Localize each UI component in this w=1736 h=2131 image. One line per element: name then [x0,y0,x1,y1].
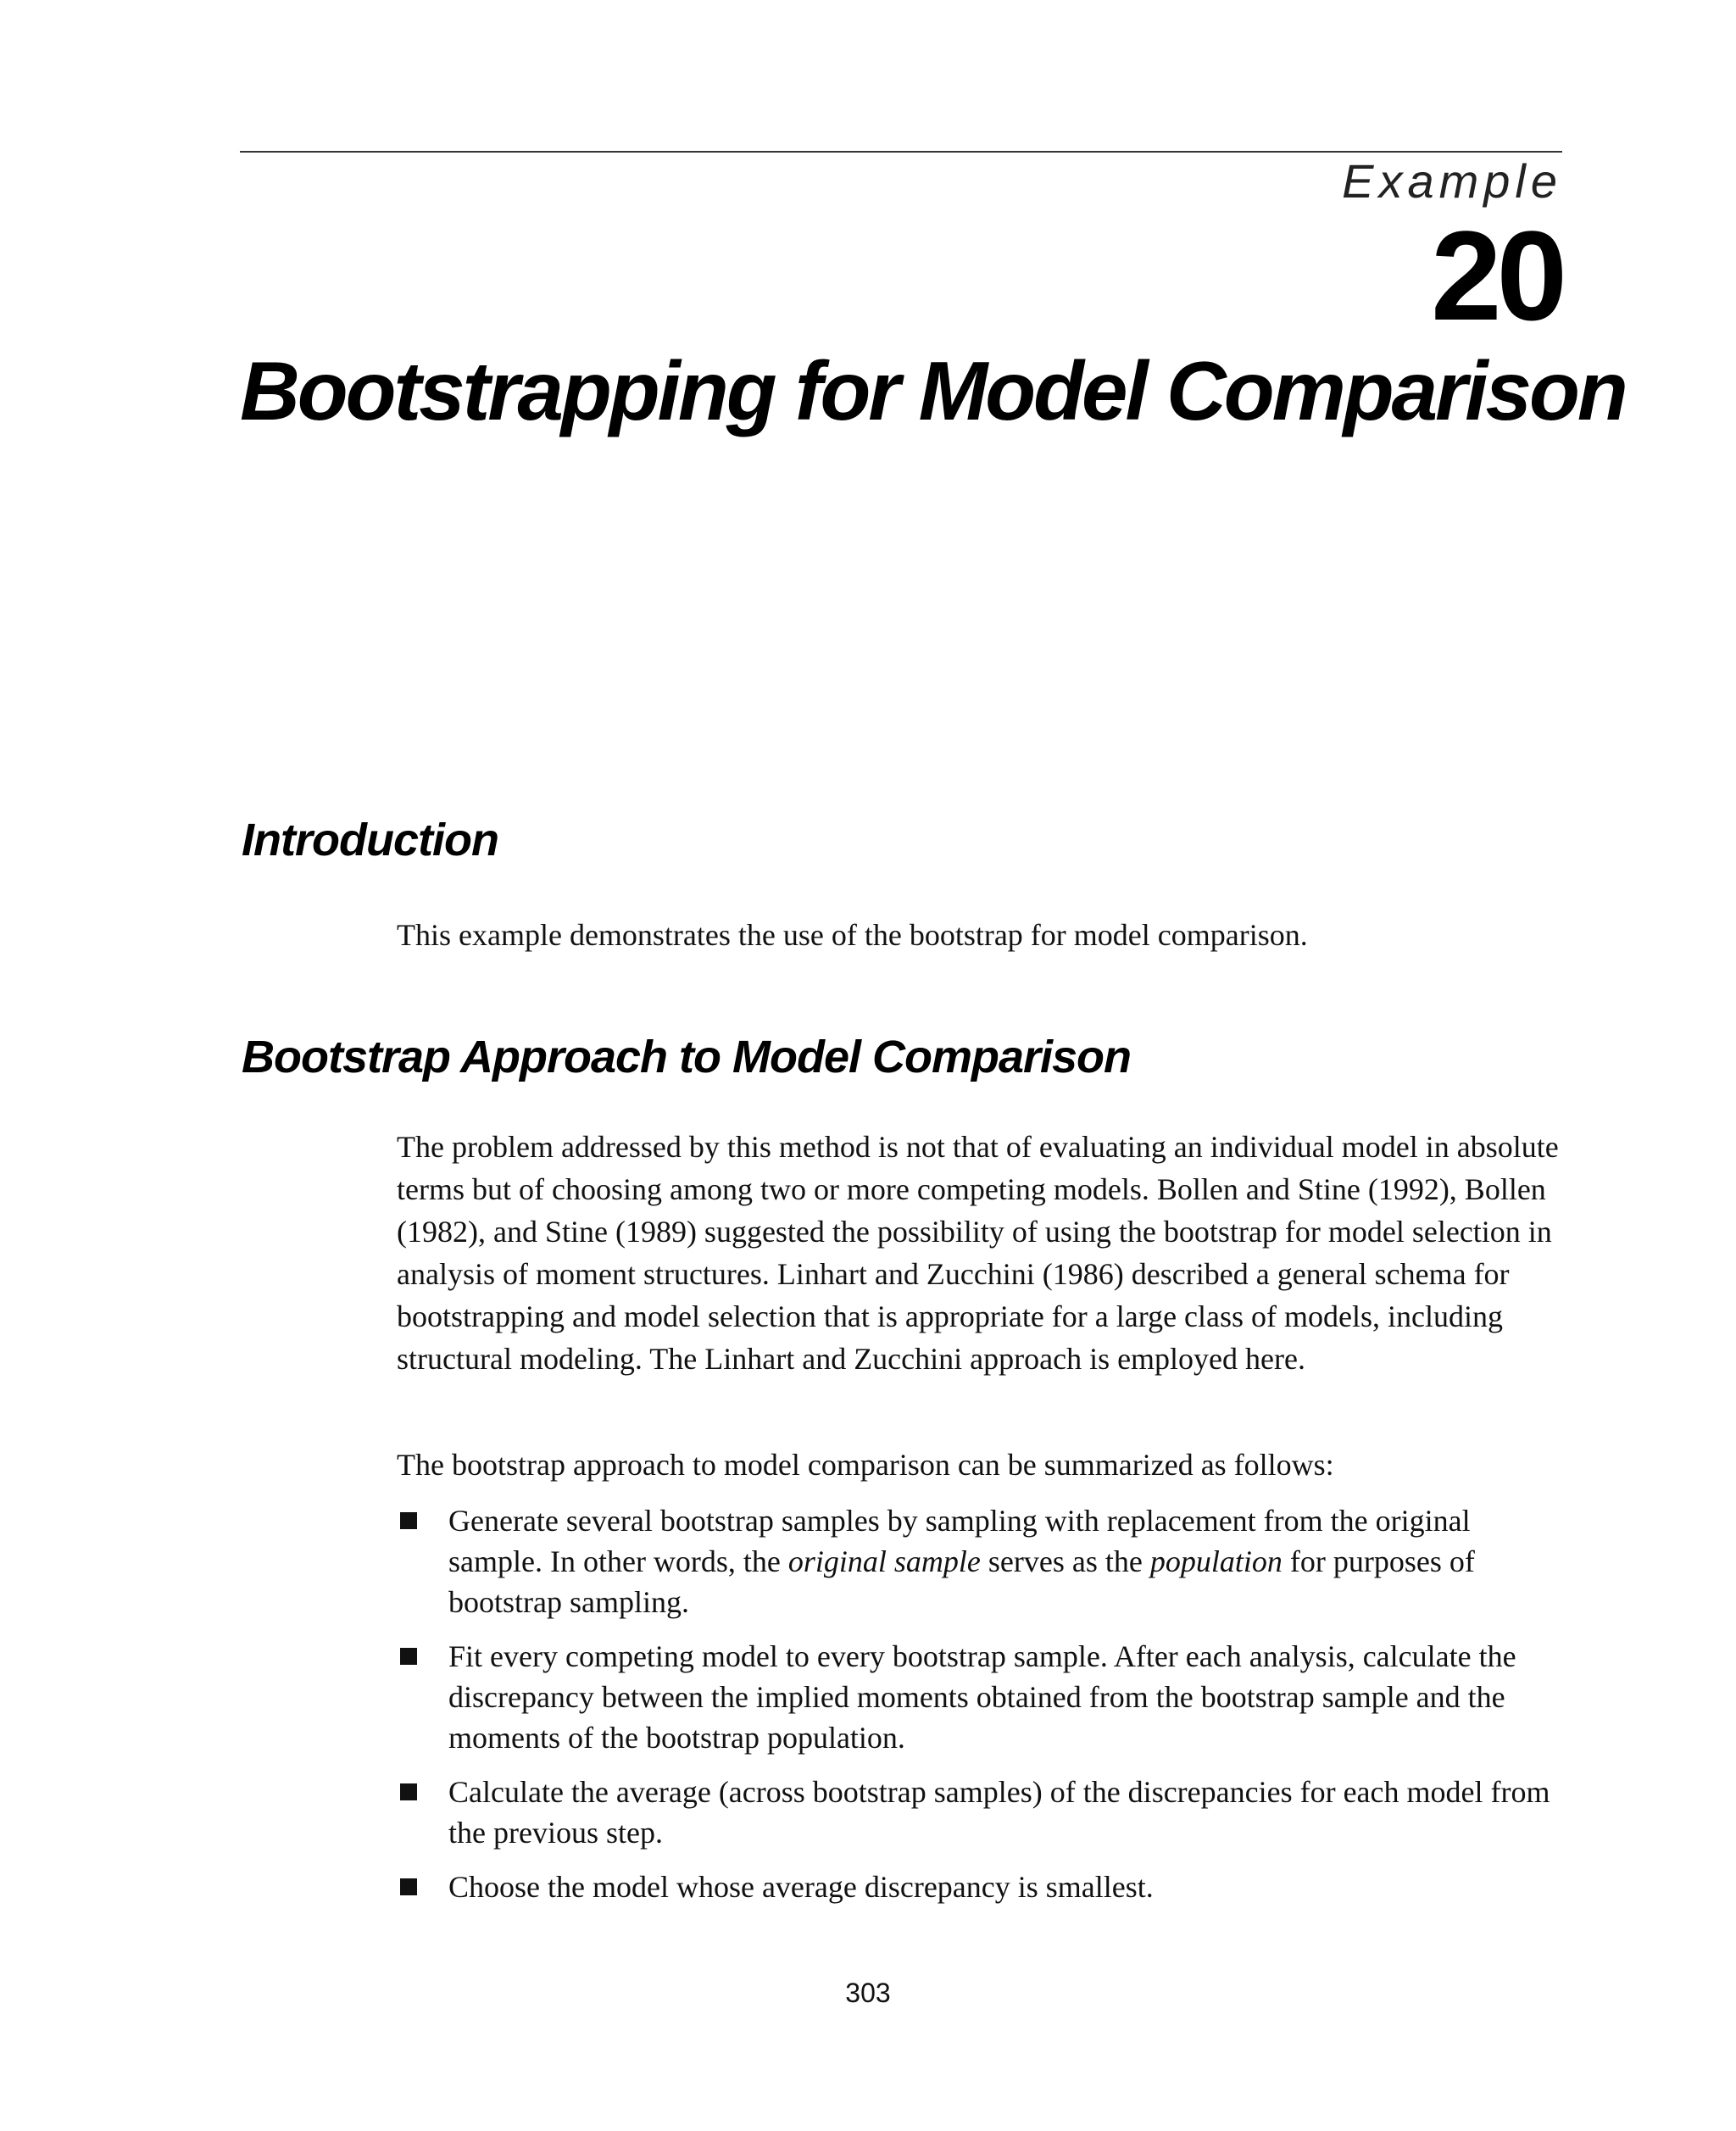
section-heading-bootstrap-approach: Bootstrap Approach to Model Comparison [242,1032,1132,1082]
example-label: Example [1342,154,1562,208]
list-item-text: Generate several bootstrap samples by sampling with replacement from the original sample. In other words, the original sample serves as the population for purposes of bootstrap sampling. [448,1504,1475,1619]
list-item-text: Fit every competing model to every bootstrap sample. After each analysis, calculate the discrepancy between the implied moments obtained from the bootstrap sample and the moments of the bootstrap population. [448,1639,1516,1755]
introduction-paragraph: This example demonstrates the use of the bootstrap for model comparison. [397,918,1308,952]
square-bullet-icon [400,1878,417,1895]
emphasis-population: population [1149,1544,1283,1578]
square-bullet-icon [400,1512,417,1529]
example-number: 20 [1431,204,1562,347]
chapter-title: Bootstrapping for Model Comparison [240,344,1626,437]
list-item [397,1636,1566,1758]
section-heading-introduction: Introduction [242,815,498,865]
summary-lead-paragraph: The bootstrap approach to model comparison can be summarized as follows: [397,1448,1334,1482]
list-item [397,1867,1566,1907]
list-item-text: Calculate the average (across bootstrap samples) of the discrepancies for each model from the previous step. [448,1775,1550,1850]
square-bullet-icon [400,1648,417,1665]
list-item-text: Choose the model whose average discrepancy is smallest. [448,1870,1154,1904]
list-item [397,1772,1566,1853]
square-bullet-icon [400,1783,417,1800]
list-item [397,1500,1566,1622]
bootstrap-steps-list [397,1500,1566,1921]
header-rule [240,151,1562,153]
bootstrap-approach-paragraph: The problem addressed by this method is not that of evaluating an individual model in absolute terms but of choosing among two or more competing models. Bollen and Stine (1992), Bollen (1982), and Stine (1989) suggested the possibility of using the bootstrap for model selection in analysis of moment structures. Linhart and Zucchini (1986) described a general schema for bootstrapping and model selection that is appropriate for a large class of models, including structural modeling. The Linhart and Zucchini approach is employed here. [397,1130,1559,1376]
page-number: 303 [845,1978,891,2008]
emphasis-original-sample: original sample [787,1544,981,1578]
